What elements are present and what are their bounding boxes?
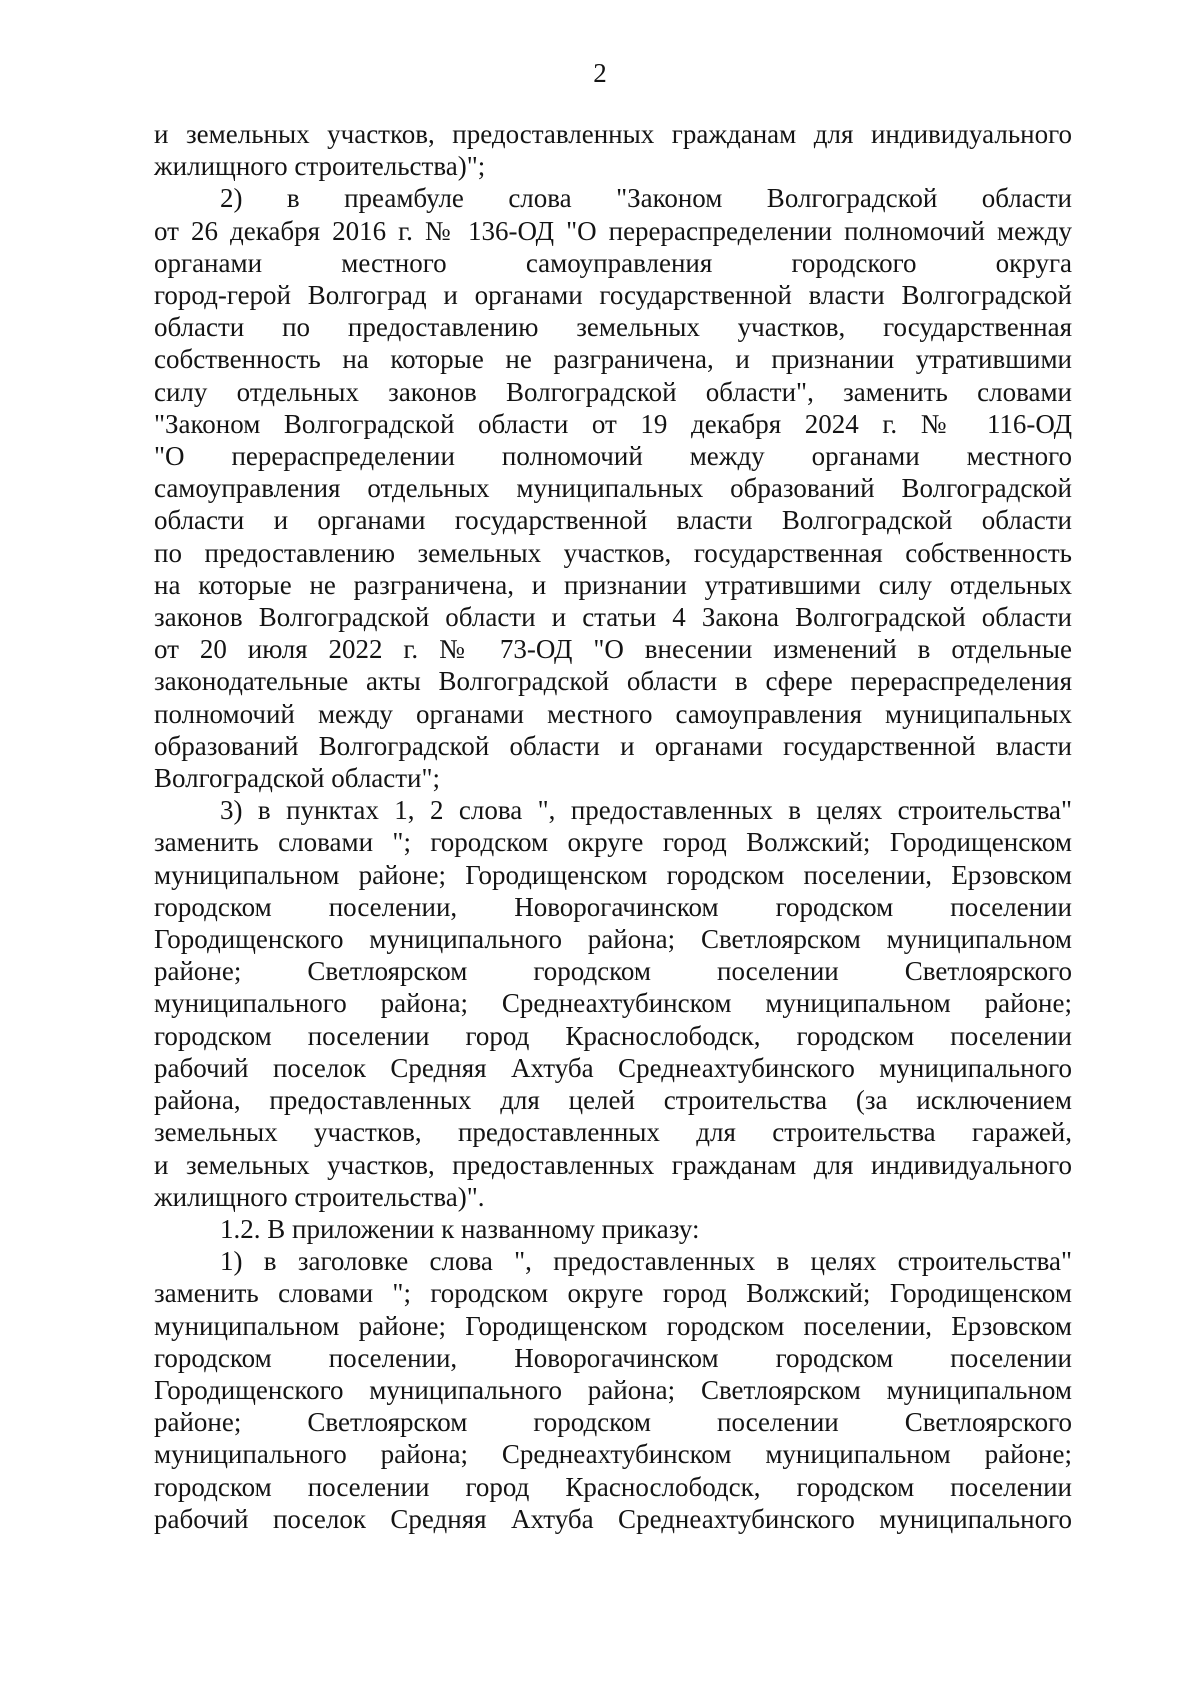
- text-line: районе; Светлоярском городском поселении Светлоярского: [154, 956, 1072, 987]
- text-line: органами местного самоуправления городского округа: [154, 247, 1072, 278]
- text-line: от 26 декабря 2016 г. № 136-ОД "О перераспределении полномочий между: [154, 215, 1072, 246]
- text-line: рабочий поселок Средняя Ахтуба Среднеахтубинского муниципального: [154, 1503, 1072, 1534]
- text-line: полномочий между органами местного самоуправления муниципальных: [154, 698, 1072, 729]
- text-line: заменить словами "; городском округе город Волжский; Городищенском: [154, 827, 1072, 858]
- text-line: и земельных участков, предоставленных гражданам для индивидуального: [154, 119, 1072, 149]
- text-line: муниципального района; Среднеахтубинском муниципальном районе;: [154, 1439, 1072, 1470]
- text-line: на которые не разграничена, и признании утратившими силу отдельных: [154, 569, 1072, 600]
- text-line: "О перераспределении полномочий между органами местного: [154, 441, 1072, 472]
- text-line: городском поселении, Новорогачинском городском поселении: [154, 891, 1072, 922]
- text-line: по предоставлению земельных участков, государственная собственность: [154, 537, 1072, 568]
- text-line: образований Волгоградской области и органами государственной власти: [154, 730, 1072, 761]
- text-line: силу отдельных законов Волгоградской области", заменить словами: [154, 376, 1072, 407]
- text-line: района, предоставленных для целей строительства (за исключением: [154, 1085, 1072, 1116]
- text-line: 1.2. В приложении к названному приказу:: [220, 1213, 700, 1244]
- text-line: "Законом Волгоградской области от 19 декабря 2024 г. № 116-ОД: [154, 408, 1072, 439]
- text-line: муниципальном районе; Городищенском городском поселении, Ерзовском: [154, 859, 1072, 890]
- text-line: земельных участков, предоставленных для строительства гаражей,: [154, 1117, 1072, 1148]
- text-line: законодательные акты Волгоградской области в сфере перераспределения: [154, 666, 1072, 697]
- text-line: районе; Светлоярском городском поселении Светлоярского: [154, 1407, 1072, 1438]
- text-line: самоуправления отдельных муниципальных образований Волгоградской: [154, 473, 1072, 504]
- text-line: и земельных участков, предоставленных гражданам для индивидуального: [154, 1149, 1072, 1180]
- document-body-text: [154, 118, 1072, 1535]
- text-line: области и органами государственной власти Волгоградской области: [154, 505, 1072, 536]
- text-line: жилищного строительства)".: [154, 1181, 485, 1212]
- text-line: заменить словами "; городском округе город Волжский; Городищенском: [154, 1278, 1072, 1309]
- text-line: области по предоставлению земельных участков, государственная: [154, 312, 1072, 343]
- text-line: городском поселении город Краснослободск, городском поселении: [154, 1471, 1072, 1502]
- text-line: законов Волгоградской области и статьи 4 Закона Волгоградской области: [154, 602, 1072, 633]
- text-line: Городищенского муниципального района; Светлоярском муниципальном: [154, 924, 1072, 955]
- text-line: 1) в заголовке слова ", предоставленных в целях строительства": [220, 1246, 1072, 1277]
- text-line: муниципального района; Среднеахтубинском муниципальном районе;: [154, 988, 1072, 1019]
- text-line: городском поселении город Краснослободск, городском поселении: [154, 1020, 1072, 1051]
- text-line: городском поселении, Новорогачинском городском поселении: [154, 1342, 1072, 1373]
- text-line: жилищного строительства)";: [154, 151, 486, 182]
- text-line: 2) в преамбуле слова "Законом Волгоградской области: [220, 183, 1072, 214]
- text-line: 3) в пунктах 1, 2 слова ", предоставленных в целях строительства": [220, 795, 1072, 826]
- text-line: собственность на которые не разграничена, и признании утратившими: [154, 344, 1072, 375]
- page-number: 2: [593, 58, 607, 88]
- text-line: Волгоградской области";: [154, 763, 441, 794]
- text-line: Городищенского муниципального района; Светлоярском муниципальном: [154, 1374, 1072, 1405]
- text-line: от 20 июля 2022 г. № 73-ОД "О внесении изменений в отдельные: [154, 634, 1072, 665]
- text-line: рабочий поселок Средняя Ахтуба Среднеахтубинского муниципального: [154, 1052, 1072, 1083]
- text-line: город-герой Волгоград и органами государственной власти Волгоградской: [154, 280, 1072, 311]
- text-line: муниципальном районе; Городищенском городском поселении, Ерзовском: [154, 1310, 1072, 1341]
